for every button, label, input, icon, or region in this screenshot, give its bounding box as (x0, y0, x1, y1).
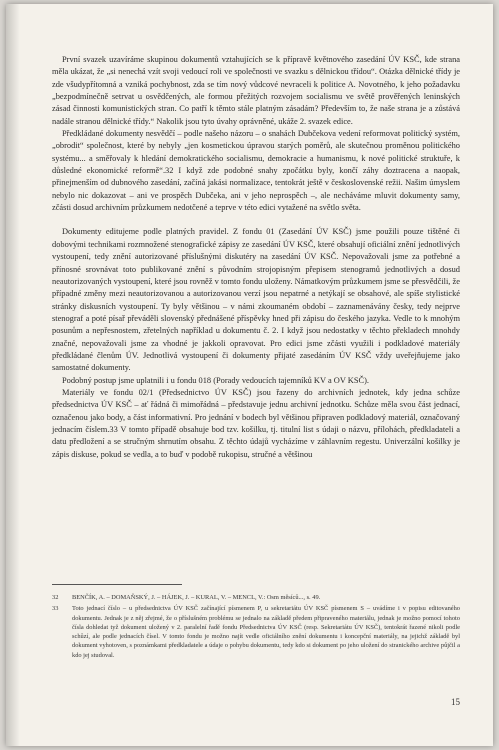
footnote (52, 593, 460, 602)
body-text (52, 54, 460, 461)
paragraph: Dokumenty editujeme podle platných pravidel. Z fondu 01 (Zasedání ÚV KSČ) jsme použili pouze tištěné či dobovými technikami rozmnožené stenografické zápisy ze zasedání ÚV KSČ, které obsahují oficiální znění jednotlivých vystoupení, tedy znění autorizované příslušnými diskutéry na zasedání ÚV KSČ. Nepovažovali jsme za potřebné a přínosné srovnávat toto publikované znění s původním strojopisným přepisem stenogramů jednotlivých a dosud neautorizovaných vystoupení, které jsou rovněž v tomto fondu uloženy. Námatkovým průzkumem jsme se přesvědčili, že případné změny mezi neautorizovanou a autorizovanou verzí jsou nepatrné a netýkají se obsahové, ale spíše stylistické stránky diskusních vystoupení. Ty byly většinou – v námi zkoumaném období – zaznamenávány česky, tedy nejprve stenograf a poté písař převáděli slovenský přednášené příspěvky hned při zápisu do českého jazyka. Vedle to k mnohým posunům a nepřesnostem, zřetelných například u dokumentu č. 2. I když jsou nedostatky v těchto překladech mnohdy značné, nepovažovali jsme za vhodné je jakkoli opravovat. Pro edici jsme zčásti využili i podkladové materiály předkládané členům ÚV. Jednotlivá vystoupení či dokumenty přijaté zasedáním ÚV KSČ vždy uveřejňujeme jako samostatné dokumenty. (52, 227, 460, 373)
footnote-number: 33 (52, 605, 59, 613)
footnote (52, 604, 460, 660)
footnote-number: 32 (52, 594, 59, 601)
footnote-text: BENČÍK, A. – DOMAŇSKÝ, J. – HÁJEK, J. – KURAL, V. – MENCL, V.: Osm měsíců..., s. 49. (72, 594, 321, 601)
paragraph: Podobný postup jsme uplatnili i u fondu 018 (Porady vedoucích tajemníků KV a OV KSČ). (62, 375, 369, 385)
page-gutter-shadow (6, 4, 20, 746)
paragraph: Předkládané dokumenty nesvědčí – podle našeho názoru – o snahách Dubčekova vedení reformovat politický systém, „obrodit“ společnost, které by nebyly „jen kosmetickou úpravou starých poměrů, ale skutečnou proměnou politického systému... a směřovaly k hledání demokratického socialismu, demokracie a humanismu, k nové politické struktuře, k důsledné ekonomické reformě“.32 I když zde podobné snahy zpočátku byly, končí záhy doztracena a naopak, přinejmenším od dubnového zasedání, začíná jakási normalizace, tentokrát ještě v československé režii. Našim úmyslem nebylo nic dokazovat – ani ve prospěch Dubčeka, ani v jeho neprospěch –, ale necháváme mluvit dokumenty samy, zčásti dosud archivním průzkumem nedotčené a teprve v této edici vytažené na světlo světa. (52, 129, 460, 213)
paragraph: První svazek uzavíráme skupinou dokumentů vztahujících se k přípravě květnového zasedání ÚV KSČ, kde strana měla ukázat, že „si nenechá vzít svoji vedoucí roli ve společnosti ve svazku s dělnickou třídou“. Otázka dělnické třídy je zde všudypřítomná a vzniká pochybnost, zda se tím nový vůdcové nevraceli k politice A. Novotného, k jeho požadavku „bezpodmínečně setrvat u osvědčených, ale formou přežitých rozvojem socialismu ve světě prověřených leninských zásad činnosti komunistických stran. Co patří k těmto stále platným zásadám? Především to, že naše strana je a zůstává nadále stranou dělnické třídy.“ Nakolik jsou tyto úvahy oprávněné, ukáže 2. svazek edice. (52, 55, 460, 126)
book-page (6, 4, 493, 746)
paragraph: Materiály ve fondu 02/1 (Předsednictvo ÚV KSČ) jsou řazeny do archivních jednotek, kdy jedna schůze předsednictva ÚV KSČ – ať řádná či mimořádná – představuje jednu archivní jednotku. Schůze měla svou část jednací, označenou jako body, a část informativní. Pro jednání v bodech byl většinou připraven podkladový materiál, označovaný jednacím číslem.33 V tomto případě obsahuje bod tzv. košilku, tj. titulní list s údaji o názvu, přílohách, předkladateli a datu předložení a se stručným shrnutím obsahu. Z těchto údajů vycházíme v záhlavním regestu. Univerzální košilky je zápis diskuse, pokud se vedla, a to buď v podobě rukopisu, stručné a většinou (52, 387, 460, 459)
footnotes (52, 593, 460, 662)
footnote-text: Toto jednací číslo – u předsednictva ÚV KSČ začínající písmenem P, u sekretariátu ÚV KSČ písmenem S – uvádíme i v popisu editovaného dokumentu. Jednak je z něj zřejmé, že o příslušném problému se jednalo na základě předem připraveného materiálu, jednak je možno pomocí tohoto čísla dohledat tyž dokument uložený v 2. paralelní řadě fondu Předsednictva ÚV KSČ (resp. Sekretariátu ÚV KSČ), tentokrát řazené nikoli podle schůzí, ale podle jednacích čísel. V tomto fondu je možno najít vedle oficiálního znění dokumentu i koncepční materiály, na jejichž základě byl dokument vyhotoven, s poznámkami předkladatele a údaje o pohybu dokumentu, tedy kdo si dokument po jeho uložení do stranického archive půjčil a kdo jej studoval. (72, 605, 460, 659)
footnote-separator (52, 584, 182, 585)
page-number: 15 (451, 697, 460, 707)
